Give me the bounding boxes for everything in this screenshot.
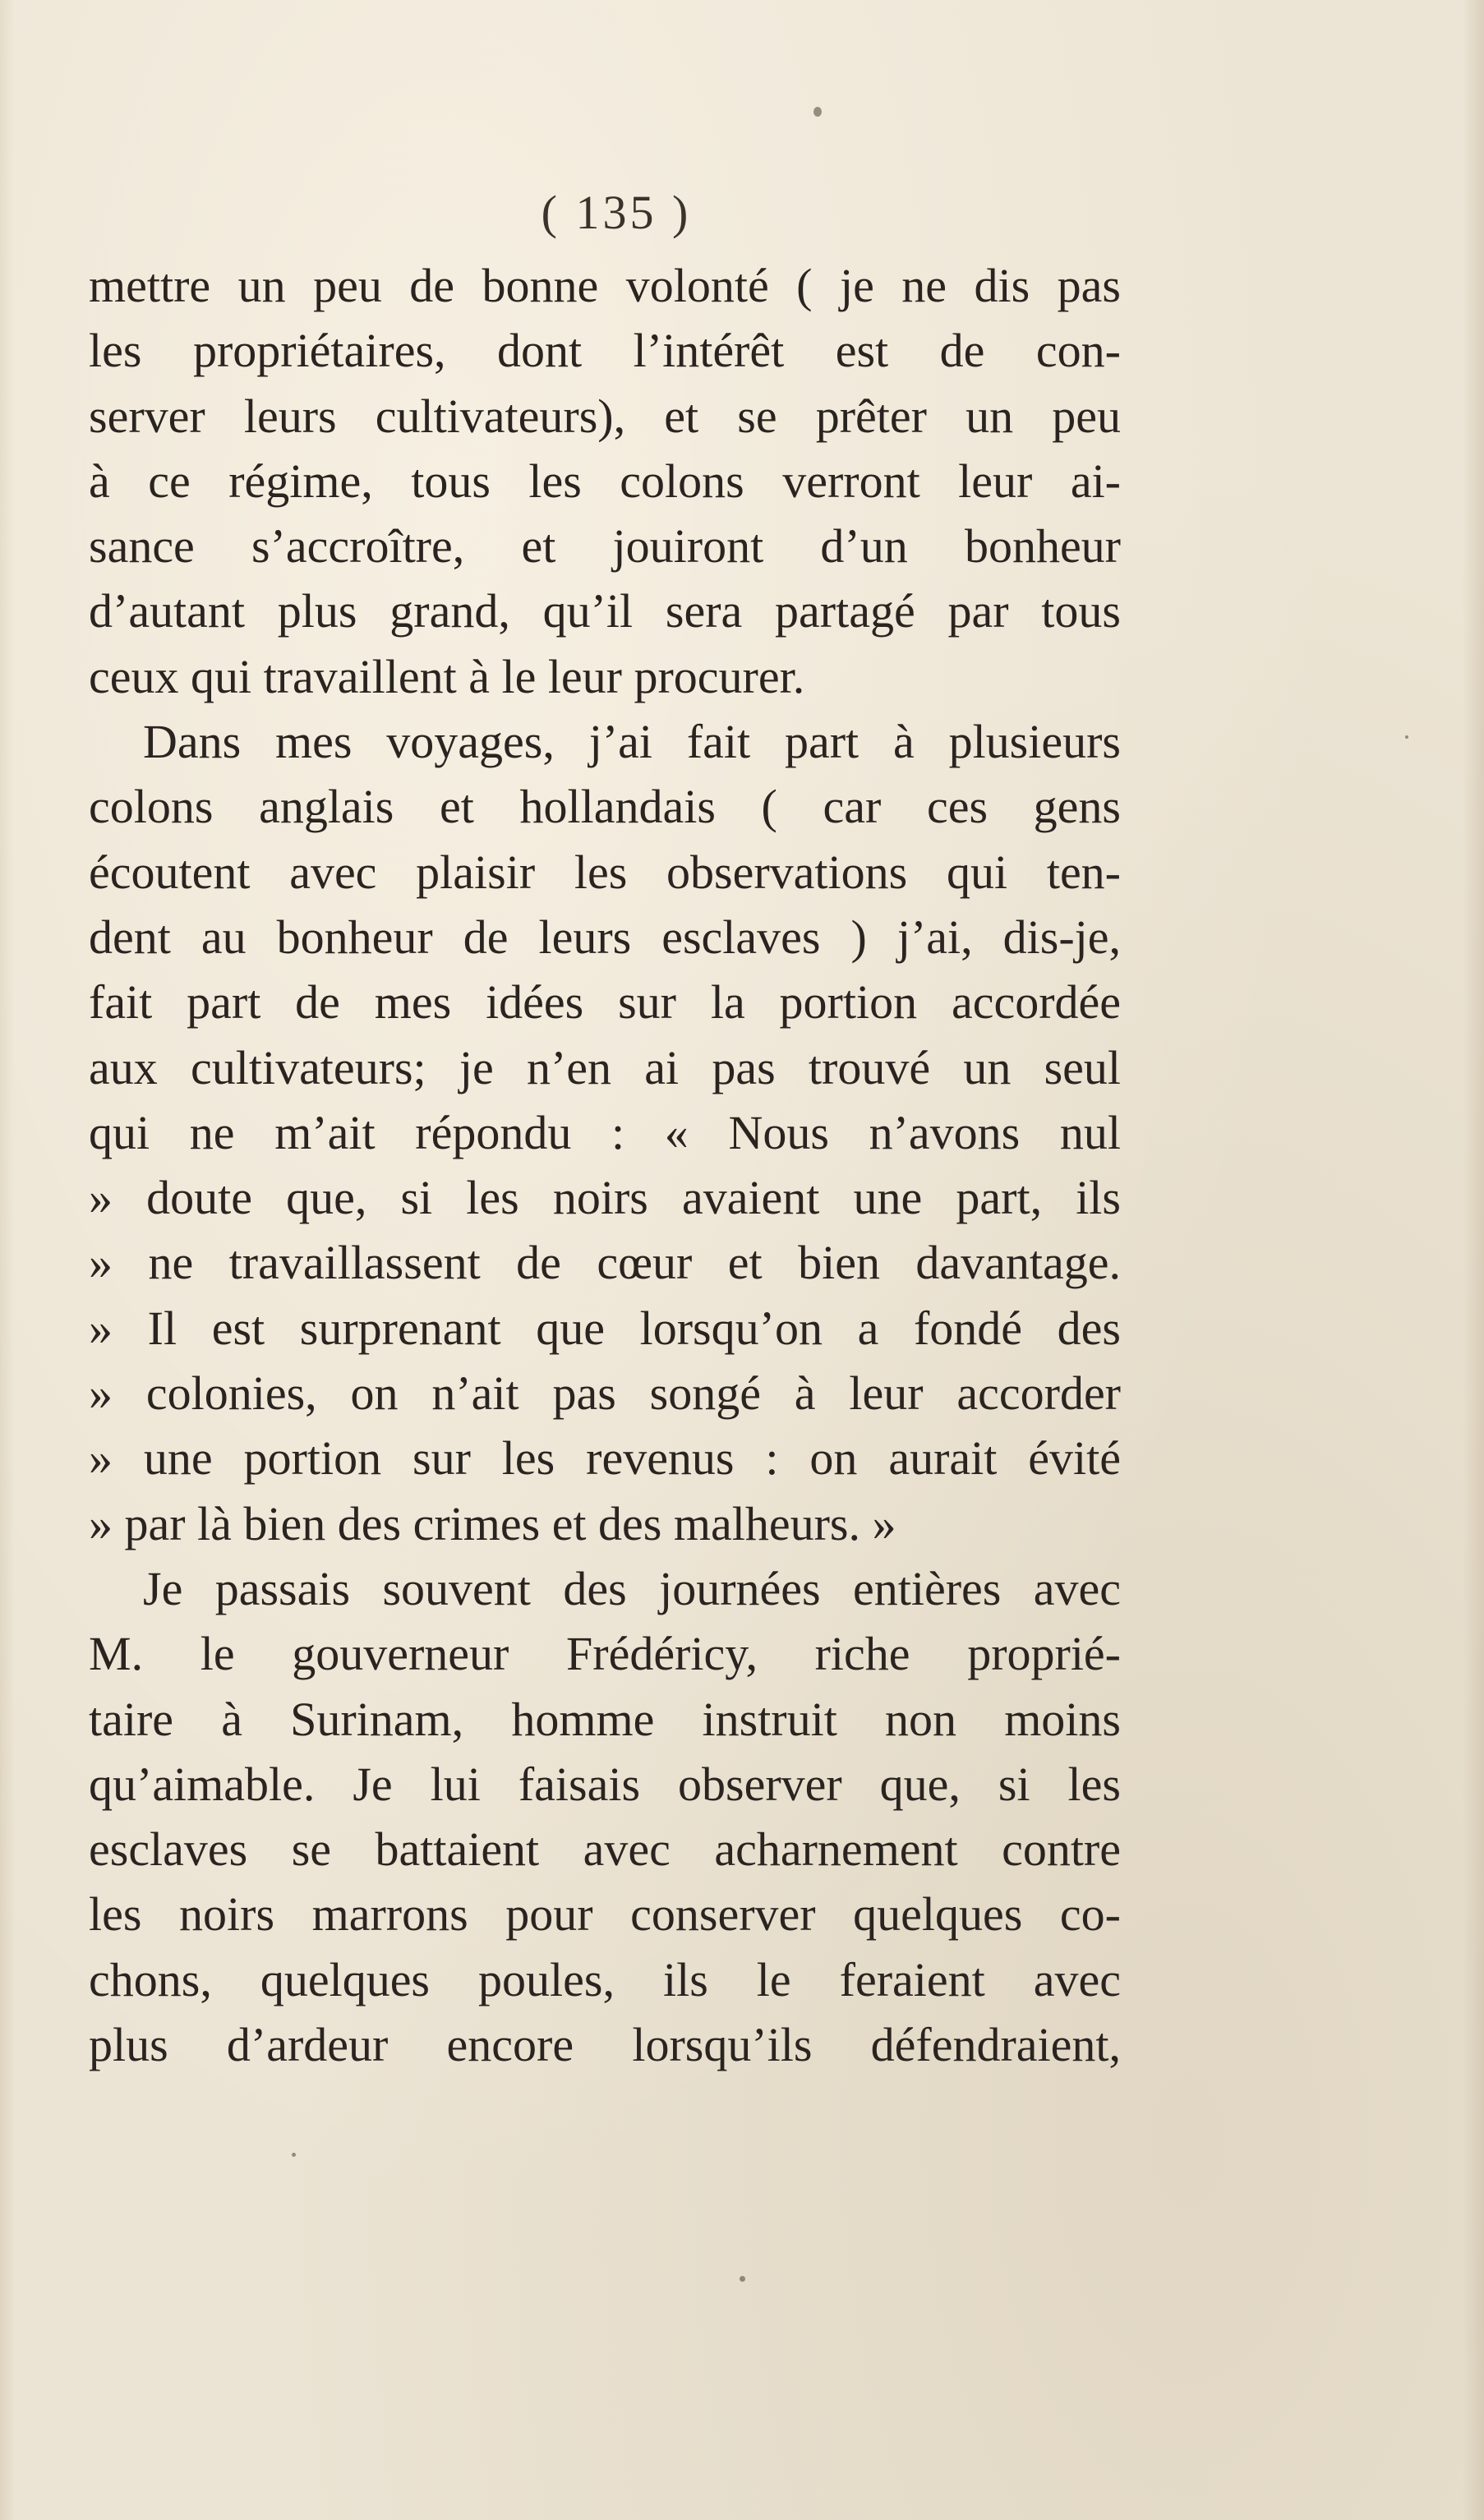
text-line: aux cultivateurs; je n’en ai pas trouvé un seul: [89, 1040, 1121, 1094]
text-line: » Il est surprenant que lorsqu’on a fondé des: [89, 1301, 1121, 1355]
text-line: esclaves se battaient avec acharnement contre: [89, 1822, 1121, 1877]
text-line: qu’aimable. Je lui faisais observer que, si les: [89, 1757, 1121, 1811]
text-line: dent au bonheur de leurs esclaves ) j’ai, dis-je,: [89, 910, 1121, 964]
paper-speck: [1405, 735, 1408, 739]
text-line: taire à Surinam, homme instruit non moins: [89, 1692, 1121, 1746]
text-line: M. le gouverneur Frédéricy, riche proprié-: [89, 1627, 1121, 1681]
text-line: mettre un peu de bonne volonté ( je ne dis pas: [89, 259, 1121, 312]
text-line: » par là bien des crimes et des malheurs. »: [89, 1496, 896, 1550]
paper-speck: [740, 2276, 745, 2282]
text-line: server leurs cultivateurs), et se prêter un peu: [89, 389, 1121, 443]
text-line: chons, quelques poules, ils le feraient avec: [89, 1952, 1121, 2006]
text-line: colons anglais et hollandais ( car ces gens: [89, 780, 1121, 834]
text-line: ceux qui travaillent à le leur procurer.: [89, 649, 805, 703]
text-line: qui ne m’ait répondu : « Nous n’avons nul: [89, 1105, 1121, 1159]
text-line: écoutent avec plaisir les observations qui ten-: [89, 845, 1121, 899]
text-line: Je passais souvent des journées entières avec: [143, 1561, 1121, 1615]
text-line: à ce régime, tous les colons verront leur ai-: [89, 454, 1121, 508]
text-line: d’autant plus grand, qu’il sera partagé par tous: [89, 584, 1121, 638]
text-line: » une portion sur les revenus : on aurait évité: [89, 1431, 1121, 1486]
text-line: plus d’ardeur encore lorsqu’ils défendraient,: [89, 2018, 1121, 2072]
body-text: [89, 253, 1121, 2077]
paper-speck: [813, 107, 822, 117]
text-line: les noirs marrons pour conserver quelques co-: [89, 1887, 1121, 1942]
text-line: les propriétaires, dont l’intérêt est de con-: [89, 324, 1121, 378]
text-line: sance s’accroître, et jouiront d’un bonheur: [89, 519, 1121, 574]
text-line: fait part de mes idées sur la portion accordée: [89, 975, 1121, 1030]
page-number: ( 135 ): [541, 186, 692, 239]
text-line: » colonies, on n’ait pas songé à leur accorder: [89, 1366, 1121, 1421]
text-line: » doute que, si les noirs avaient une part, ils: [89, 1171, 1121, 1225]
text-line: » ne travaillassent de cœur et bien davantage.: [89, 1236, 1121, 1290]
paper-speck: [292, 2153, 296, 2157]
text-line: Dans mes voyages, j’ai fait part à plusieurs: [143, 715, 1121, 769]
